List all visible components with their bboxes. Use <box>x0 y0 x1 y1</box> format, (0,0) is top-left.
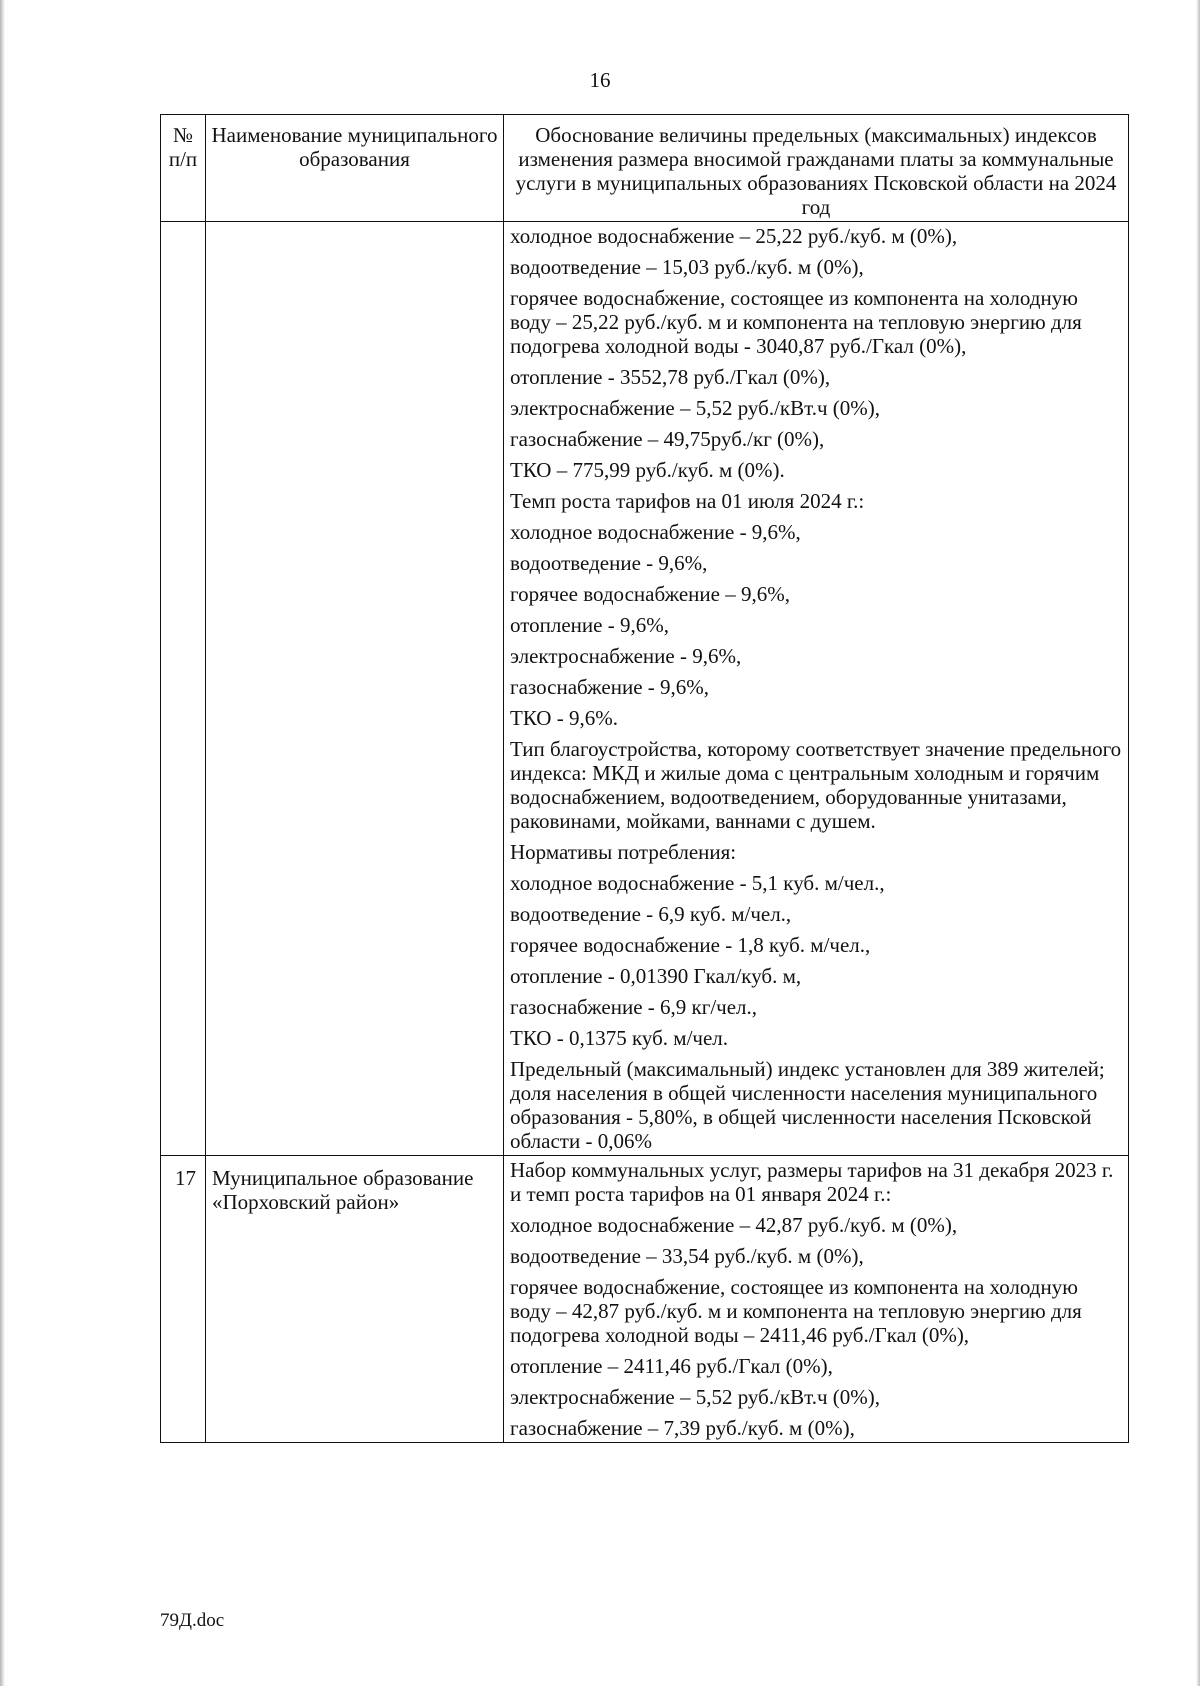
basis-line: отопление - 0,01390 Гкал/куб. м, <box>510 964 802 988</box>
table-header-row <box>161 115 1129 222</box>
header-basis: Обоснование величины предельных (максимальных) индексов изменения размера вносимой гражданами платы за коммунальные услуги в муниципальных образованиях Псковской области на 2024 год <box>504 115 1129 222</box>
basis-line: газоснабжение - 9,6%, <box>510 675 710 699</box>
cell-basis <box>504 1156 1129 1443</box>
basis-line: горячее водоснабжение - 1,8 куб. м/чел., <box>510 933 871 957</box>
basis-line: ТКО - 0,1375 куб. м/чел. <box>510 1026 729 1050</box>
header-num: № п/п <box>161 115 206 222</box>
basis-line: ТКО – 775,99 руб./куб. м (0%). <box>510 458 785 482</box>
cell-municipality-name: Муниципальное образование «Порховский район» <box>206 1156 504 1443</box>
tariff-table <box>160 114 1129 1443</box>
basis-line: электроснабжение - 9,6%, <box>510 644 742 668</box>
cell-num: 17 <box>161 1156 206 1443</box>
basis-line: Тип благоустройства, которому соответствует значение предельного индекса: МКД и жилые дома с центральным холодным и горячим водоснабжением, водоотведением, оборудованные унитазами, раковинами, мойками, ваннами с душем. <box>510 737 1122 833</box>
cell-basis-continuation <box>504 222 1129 1156</box>
basis-line: отопление - 9,6%, <box>510 613 669 637</box>
basis-line: горячее водоснабжение – 9,6%, <box>510 582 790 606</box>
basis-line: ТКО - 9,6%. <box>510 706 618 730</box>
table-row-continuation <box>161 222 1129 1156</box>
basis-line: Предельный (максимальный) индекс установлен для 389 жителей; доля населения в общей численности населения муниципального образования - 5,80%, в общей численности населения Псковской области - 0,06% <box>510 1057 1105 1153</box>
scan-edge-left <box>0 0 5 1686</box>
basis-line: отопление – 2411,46 руб./Гкал (0%), <box>510 1354 833 1378</box>
basis-line: холодное водоснабжение - 5,1 куб. м/чел., <box>510 871 885 895</box>
basis-line: отопление - 3552,78 руб./Гкал (0%), <box>510 365 831 389</box>
basis-line: горячее водоснабжение, состоящее из компонента на холодную воду – 25,22 руб./куб. м и компонента на тепловую энергию для подогрева холодной воды - 3040,87 руб./Гкал (0%), <box>510 286 1082 358</box>
cell-num-empty <box>161 222 206 1156</box>
basis-line: водоотведение – 15,03 руб./куб. м (0%), <box>510 255 864 279</box>
basis-line: газоснабжение – 49,75руб./кг (0%), <box>510 427 825 451</box>
table-row-17 <box>161 1156 1129 1443</box>
basis-line: Набор коммунальных услуг, размеры тарифов на 31 декабря 2023 г. и темп роста тарифов на 01 января 2024 г.: <box>510 1158 1114 1206</box>
basis-line: водоотведение – 33,54 руб./куб. м (0%), <box>510 1244 864 1268</box>
document-file-ref: 79Д.doc <box>160 1610 225 1631</box>
basis-line: холодное водоснабжение – 42,87 руб./куб. м (0%), <box>510 1213 958 1237</box>
basis-line: газоснабжение - 6,9 кг/чел., <box>510 995 758 1019</box>
basis-line: Нормативы потребления: <box>510 840 737 864</box>
basis-line: Темп роста тарифов на 01 июля 2024 г.: <box>510 489 865 513</box>
basis-line: холодное водоснабжение - 9,6%, <box>510 520 801 544</box>
basis-line: водоотведение - 9,6%, <box>510 551 708 575</box>
basis-line: холодное водоснабжение – 25,22 руб./куб. м (0%), <box>510 224 958 248</box>
header-name: Наименование муниципального образования <box>206 115 504 222</box>
scan-edge-right <box>1196 0 1200 1686</box>
page-number: 16 <box>589 68 611 92</box>
basis-line: газоснабжение – 7,39 руб./куб. м (0%), <box>510 1416 855 1440</box>
basis-line: электроснабжение – 5,52 руб./кВт.ч (0%), <box>510 1385 881 1409</box>
basis-line: горячее водоснабжение, состоящее из компонента на холодную воду – 42,87 руб./куб. м и компонента на тепловую энергию для подогрева холодной воды – 2411,46 руб./Гкал (0%), <box>510 1275 1082 1347</box>
basis-line: водоотведение - 6,9 куб. м/чел., <box>510 902 792 926</box>
cell-name-empty <box>206 222 504 1156</box>
basis-line: электроснабжение – 5,52 руб./кВт.ч (0%), <box>510 396 881 420</box>
